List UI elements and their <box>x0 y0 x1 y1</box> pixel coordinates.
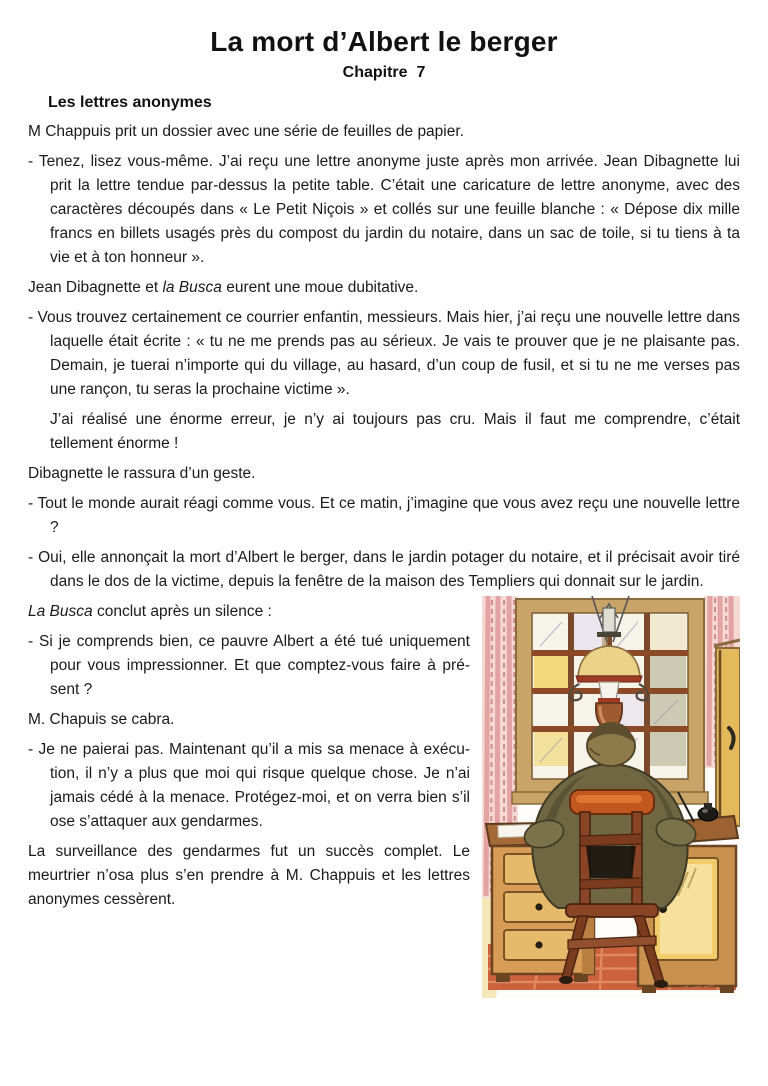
paragraph-dialogue-4: - Oui, elle annonçait la mort d’Albert le berger, dans le jardin potager du notaire, et il précisait avoir tiré dans le dos de la victime, depuis la fenêtre de la maison des Templiers qui donnait sur le jardin. <box>28 549 740 590</box>
paragraph-narration-4: M. Chapuis se cabra. <box>28 711 175 728</box>
paragraph-intro: M Chappuis prit un dossier avec une série de feuilles de papier. <box>28 123 464 140</box>
paragraph-dialogue-5: - Si je comprends bien, ce pauvre Albert a été tué uniquement pour vous impressionner. Et que comptez-vous faire à présent ? <box>28 633 470 698</box>
chair-shadow-gap <box>586 846 636 878</box>
paragraph-narration-1 <box>28 276 740 300</box>
lamp-chimney <box>599 682 619 700</box>
illustration-man-at-desk <box>482 596 740 998</box>
paragraph-dialogue-2b: J’ai réalisé une énorme erreur, je n’y ai toujours pas cru. Mais il faut me comprendre, c’était tellement énorme ! <box>50 411 740 452</box>
text-run: conclut après un silence : <box>92 603 272 620</box>
paragraph-dialogue-2: - Vous trouvez certainement ce courrier enfantin, messieurs. Mais hier, j’ai reçu une nouvelle lettre dans laquelle était écrite : « tu ne me prends pas au sérieux. Je vais te prouver que je ne plaisante pas. Demain, je tuerai n’importe qui du village, au hasard, d’un coup de fusil, et si tu ne me verses pas une rançon, tu seras la prochaine victime ». <box>28 309 740 398</box>
desk-scene-drawing <box>482 596 740 998</box>
chair-seat <box>566 904 658 917</box>
paragraph-dialogue-6: - Je ne paierai pas. Maintenant qu’il a mis sa menace à exécution, il n’y a plus que moi qui risque quelque chose. Je n’ai jamais cédé à la menace. Protégez-moi, et on verra bien s’il ose s’attaquer aux gendarmes. <box>28 741 470 830</box>
paragraph-dialogue-1: - Tenez, lisez vous-même. J’ai reçu une lettre anonyme juste après mon arrivée. Jean Dibagnette lui prit la lettre tendue par-dessus la petite table. C’était une caricature de lettre anonyme, avec des caractères découpés dans « Le Petit Niçois » et collés sur une feuille blanche : « Dépose dix mille francs en billets usagés près du compost du jardin du notaire, dans un sac de toile, si tu tiens à ta vie et à ton honneur ». <box>28 153 740 266</box>
paragraph-dialogue-3: - Tout le monde aurait réagi comme vous. Et ce matin, j’imagine que vous avez reçu une nouvelle lettre ? <box>28 495 740 536</box>
chapter-heading: Chapitre 7 <box>342 64 426 81</box>
page-title: La mort d’Albert le berger <box>210 26 558 57</box>
paragraph-conclusion: La surveillance des gendarmes fut un succès complet. Le meurtrier n’osa plus s’en prendre à M. Chappuis et les lettres anonymes cessèrent. <box>28 843 470 908</box>
section-heading: Les lettres anonymes <box>48 94 212 111</box>
text-run: Jean Dibagnette et <box>28 279 163 296</box>
paragraph-narration-2: Dibagnette le rassura d’un geste. <box>28 465 256 482</box>
wall-door-panel <box>714 640 740 826</box>
italic-la-busca: la Busca <box>162 279 222 296</box>
text-run: eurent une moue dubitative. <box>221 279 419 296</box>
italic-la-busca: La Busca <box>28 603 93 620</box>
